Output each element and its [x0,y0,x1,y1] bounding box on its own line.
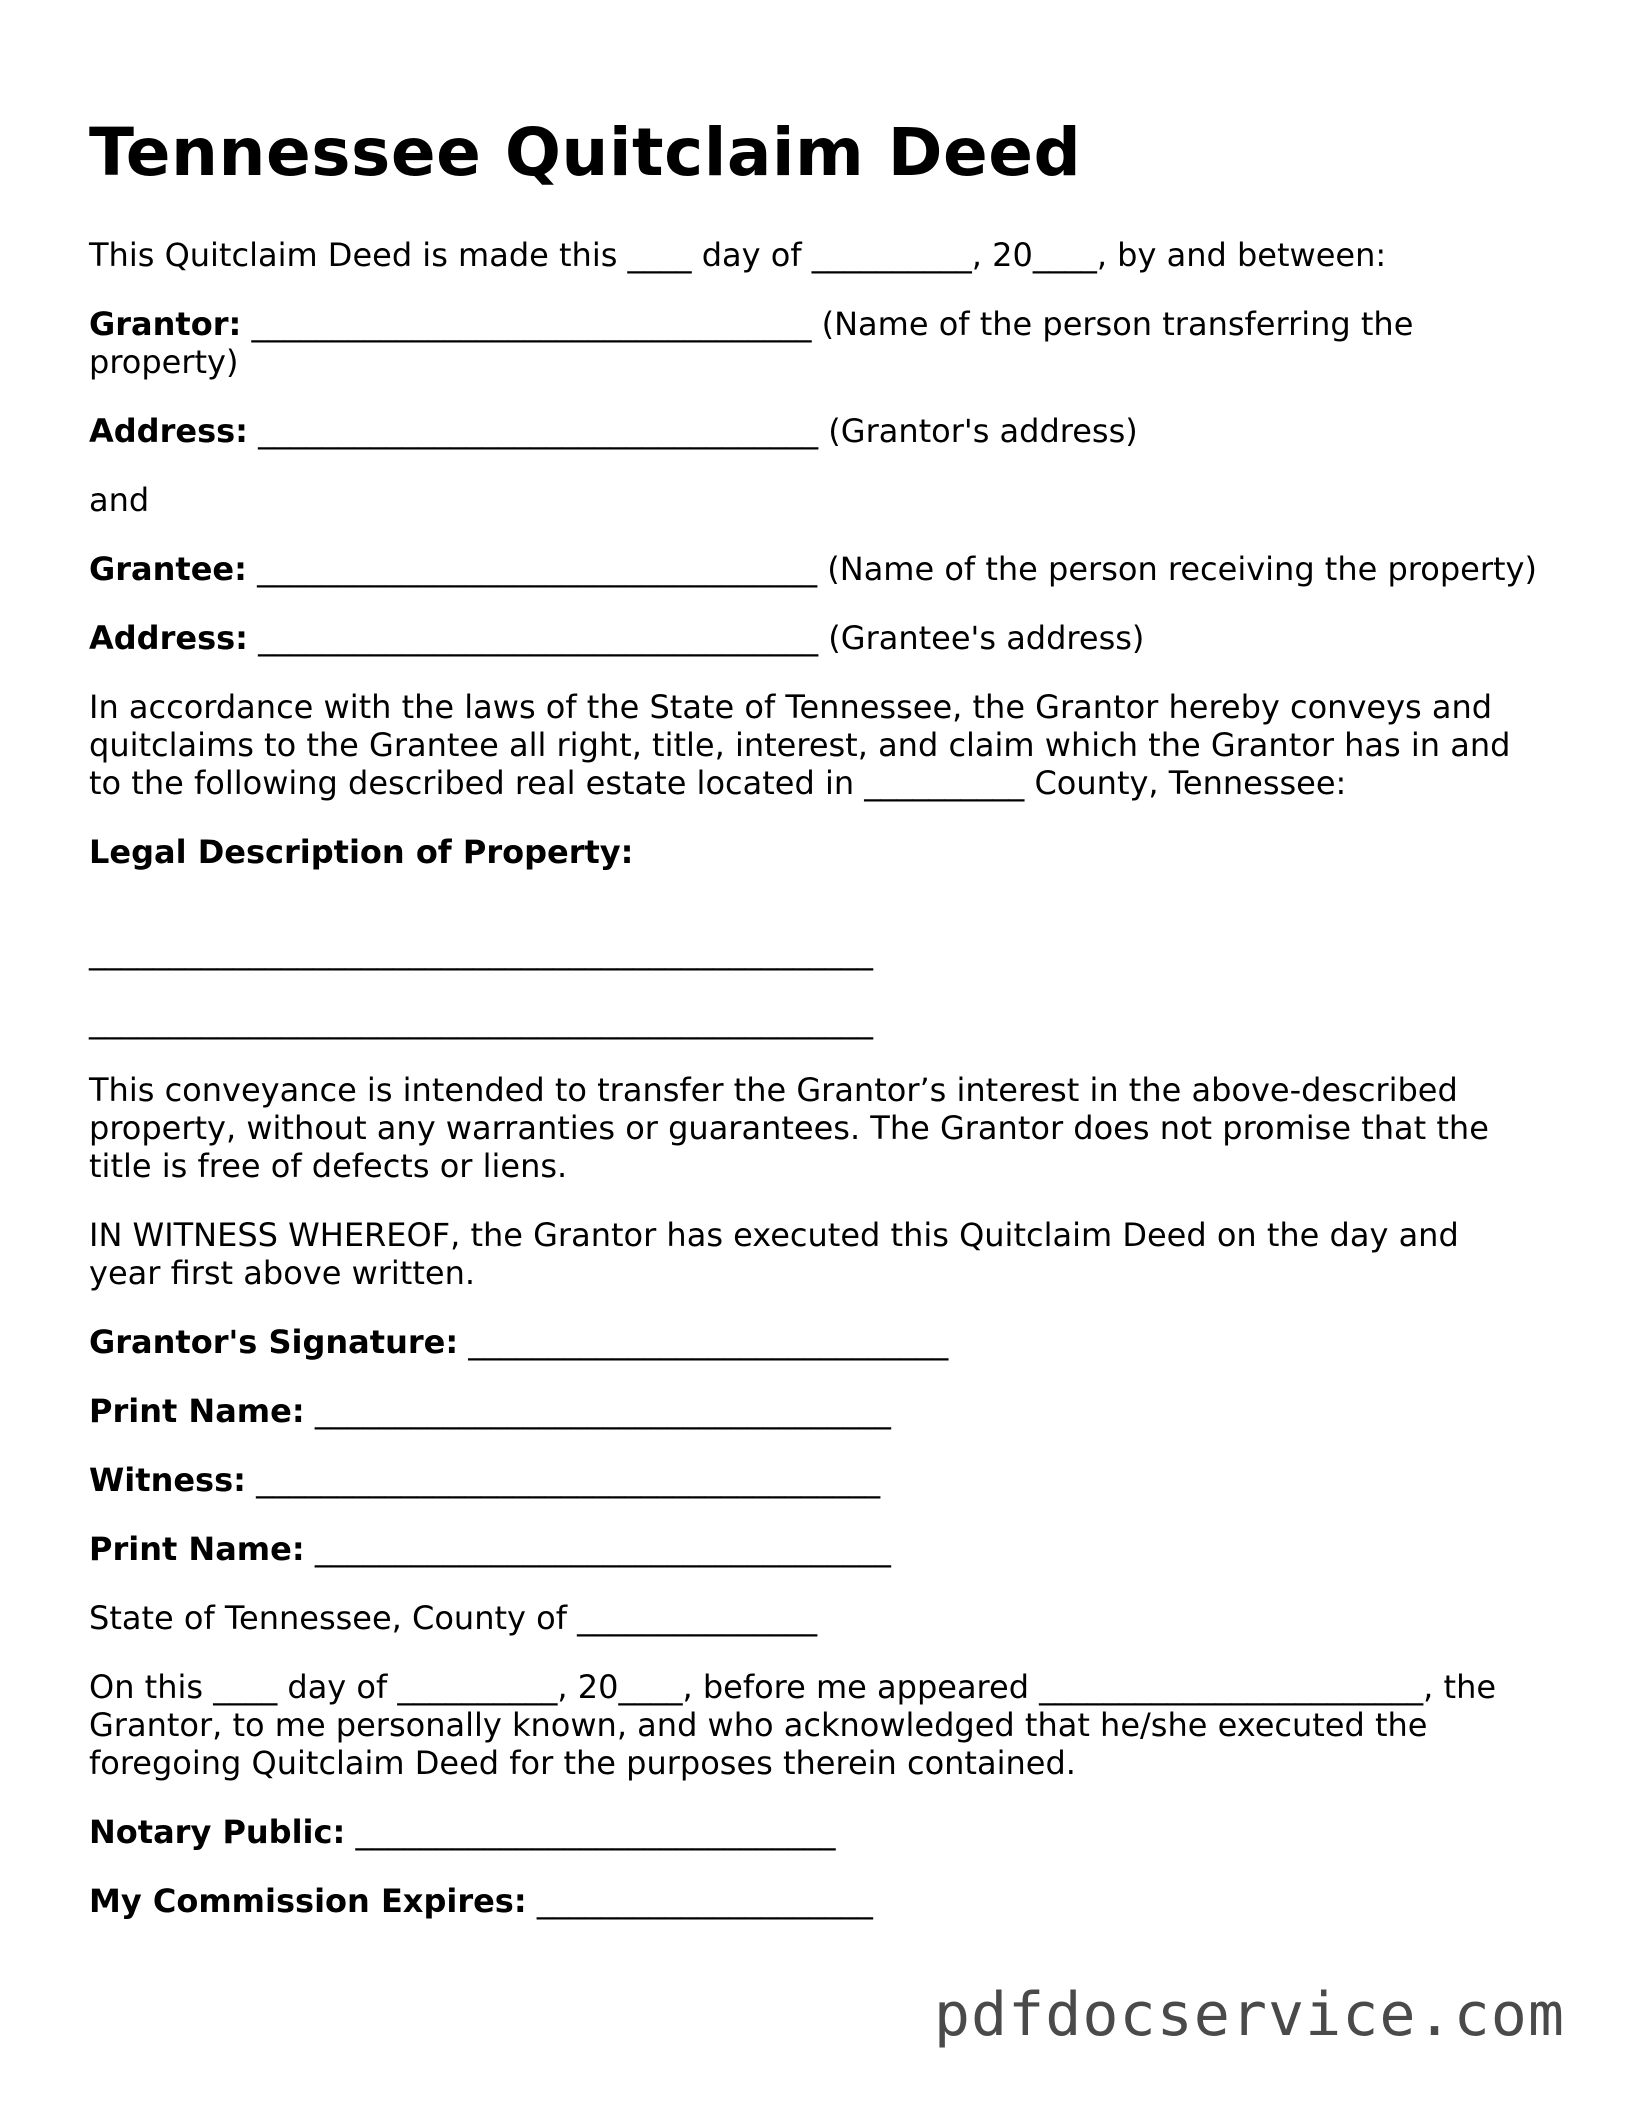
legal-description-spacer [89,902,1539,933]
grantee-line [89,550,1539,588]
legal-description-heading: Legal Description of Property: [89,833,634,871]
legal-description-spacer-2 [89,971,1539,1002]
state-county-line: State of Tennessee, County of _______________ [89,1599,818,1637]
legal-description-line-1: _________________________________________________ [89,933,873,971]
grantor-address-label: Address: [89,412,248,450]
grantee-label: Grantee: [89,550,247,588]
grantee-address-field: ___________________________________ (Grantee's address) [247,619,1145,657]
print-name-label-2: Print Name: [89,1530,305,1568]
print-name-label-1: Print Name: [89,1392,305,1430]
acknowledgment-paragraph: On this ____ day of __________, 20____, before me appeared ________________________, the Grantor, to me personally known, and who acknowledged that he/she executed the foregoing Quitclaim Deed for the purposes therein contained. [89,1668,1497,1782]
grantor-line [89,305,1539,381]
deed-document [89,108,1539,1951]
grantee-address-label: Address: [89,619,248,657]
grantee-field: ___________________________________ (Name of the person receiving the property) [246,550,1537,588]
print-name-line-1 [89,1392,1539,1430]
print-name-field-1: ____________________________________ [304,1392,891,1430]
commission-expires-field: _____________________ [526,1882,873,1920]
print-name-line-2 [89,1530,1539,1568]
print-name-field-2: ____________________________________ [304,1530,891,1568]
conveyance-clause: In accordance with the laws of the State of Tennessee, the Grantor hereby conveys and quitclaims to the Grantee all right, title, interest, and claim which the Grantor has in and to the following described real estate located in __________ County, Tennessee: [89,688,1511,802]
intro-paragraph: This Quitclaim Deed is made this ____ day of __________, 20____, by and between: [89,236,1387,274]
and-text: and [89,481,150,519]
witness-field: _______________________________________ [245,1461,881,1499]
legal-description-line-2: _________________________________________________ [89,1002,873,1040]
grantor-signature-label: Grantor's Signature: [89,1323,459,1361]
notary-public-field: ______________________________ [345,1813,836,1851]
witness-line [89,1461,1539,1499]
intent-clause: This conveyance is intended to transfer the Grantor’s interest in the above-described property, without any warranties or guarantees. The Grantor does not promise that the title is free of defects or liens. [89,1071,1489,1185]
grantor-field: ___________________________________ (Name of the person transferring the property) [89,305,1414,381]
grantee-address-line [89,619,1539,657]
document-title: Tennessee Quitclaim Deed [89,114,1082,191]
commission-expires-line [89,1882,1539,1920]
grantor-label: Grantor: [89,305,242,343]
grantor-signature-line [89,1323,1539,1361]
witness-clause: IN WITNESS WHEREOF, the Grantor has executed this Quitclaim Deed on the day and year first above written. [89,1216,1459,1292]
notary-public-line [89,1813,1539,1851]
grantor-address-line [89,412,1539,450]
commission-expires-label: My Commission Expires: [89,1882,527,1920]
witness-label: Witness: [89,1461,246,1499]
notary-public-label: Notary Public: [89,1813,346,1851]
grantor-address-field: ___________________________________ (Grantor's address) [247,412,1138,450]
watermark: pdfdocservice.com [933,1980,1565,2050]
grantor-signature-field: ______________________________ [458,1323,949,1361]
